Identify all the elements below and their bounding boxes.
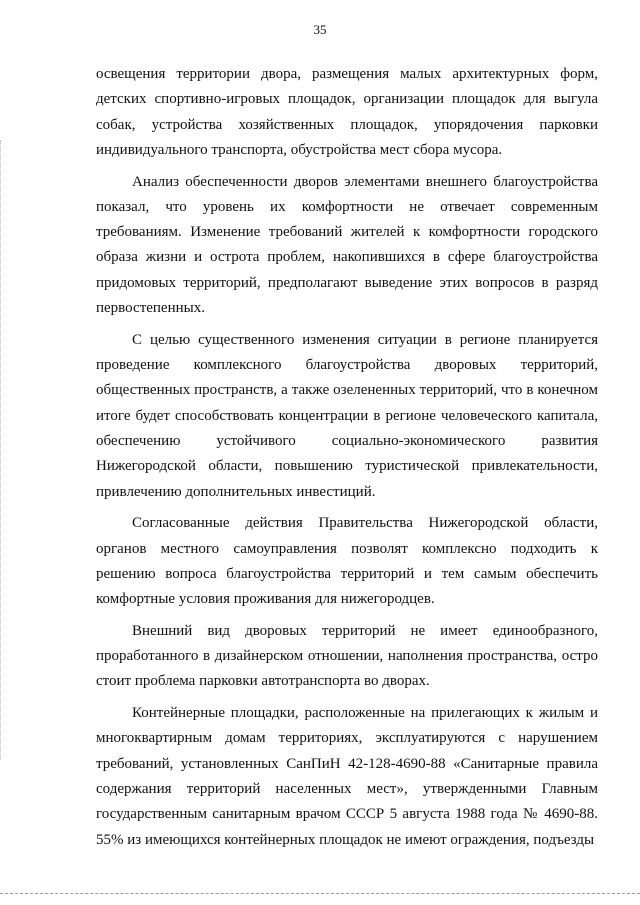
paragraph-2: Анализ обеспеченности дворов элементами внешнего благоустройства показал, что уровень их комфортности не отвечает современным требованиям. Изменение требований жителей к комфортности городского образа жизни и острота проблем, накопившихся в сфере благоустройства придомовых территорий, предполагают выведение этих вопросов в разряд первостепенных. bbox=[96, 173, 598, 317]
page-number: 35 bbox=[313, 22, 327, 37]
paragraph-1: освещения территории двора, размещения малых архитектурных форм, детских спортивно-игровых площадок, организации площадок для выгула собак, устройства хозяйственных площадок, упорядочения парковки индивидуального транспорта, обустройства мест сбора мусора. bbox=[96, 66, 598, 158]
scan-edge-marks bbox=[0, 140, 4, 760]
scan-bottom-edge bbox=[0, 893, 640, 894]
body-text bbox=[96, 62, 598, 853]
paragraph-4: Согласованные действия Правительства Нижегородской области, органов местного самоуправления позволят комплексно подходить к решению вопроса благоустройства территорий и тем самым обеспечить комфортные условия проживания для нижегородцев. bbox=[96, 515, 598, 608]
paragraph-5: Внешний вид дворовых территорий не имеет единообразного, проработанного в дизайнерском отношении, наполнения пространства, остро стоит проблема парковки автотранспорта во дворах. bbox=[96, 622, 598, 690]
paragraph-6: Контейнерные площадки, расположенные на прилегающих к жилым и многоквартирным домам территориях, эксплуатируются с нарушением требований, установленных СанПиН 42-128-4690-88 «Санитарные правила содержания территорий населенных мест», утвержденными Главным государственным санитарным врачом СССР 5 августа 1988 года № 4690-88. 55% из имеющихся контейнерных площадок не имеют ограждения, подъезды bbox=[96, 705, 598, 848]
paragraph-3: С целью существенного изменения ситуации в регионе планируется проведение комплексного благоустройства дворовых территорий, общественных пространств, а также озелененных территорий, что в конечном итоге будет способствовать концентрации в регионе человеческого капитала, обеспечению устойчивого социально-экономического развития Нижегородской области, повышению туристической привлекательности, привлечению дополнительных инвестиций. bbox=[96, 331, 598, 500]
